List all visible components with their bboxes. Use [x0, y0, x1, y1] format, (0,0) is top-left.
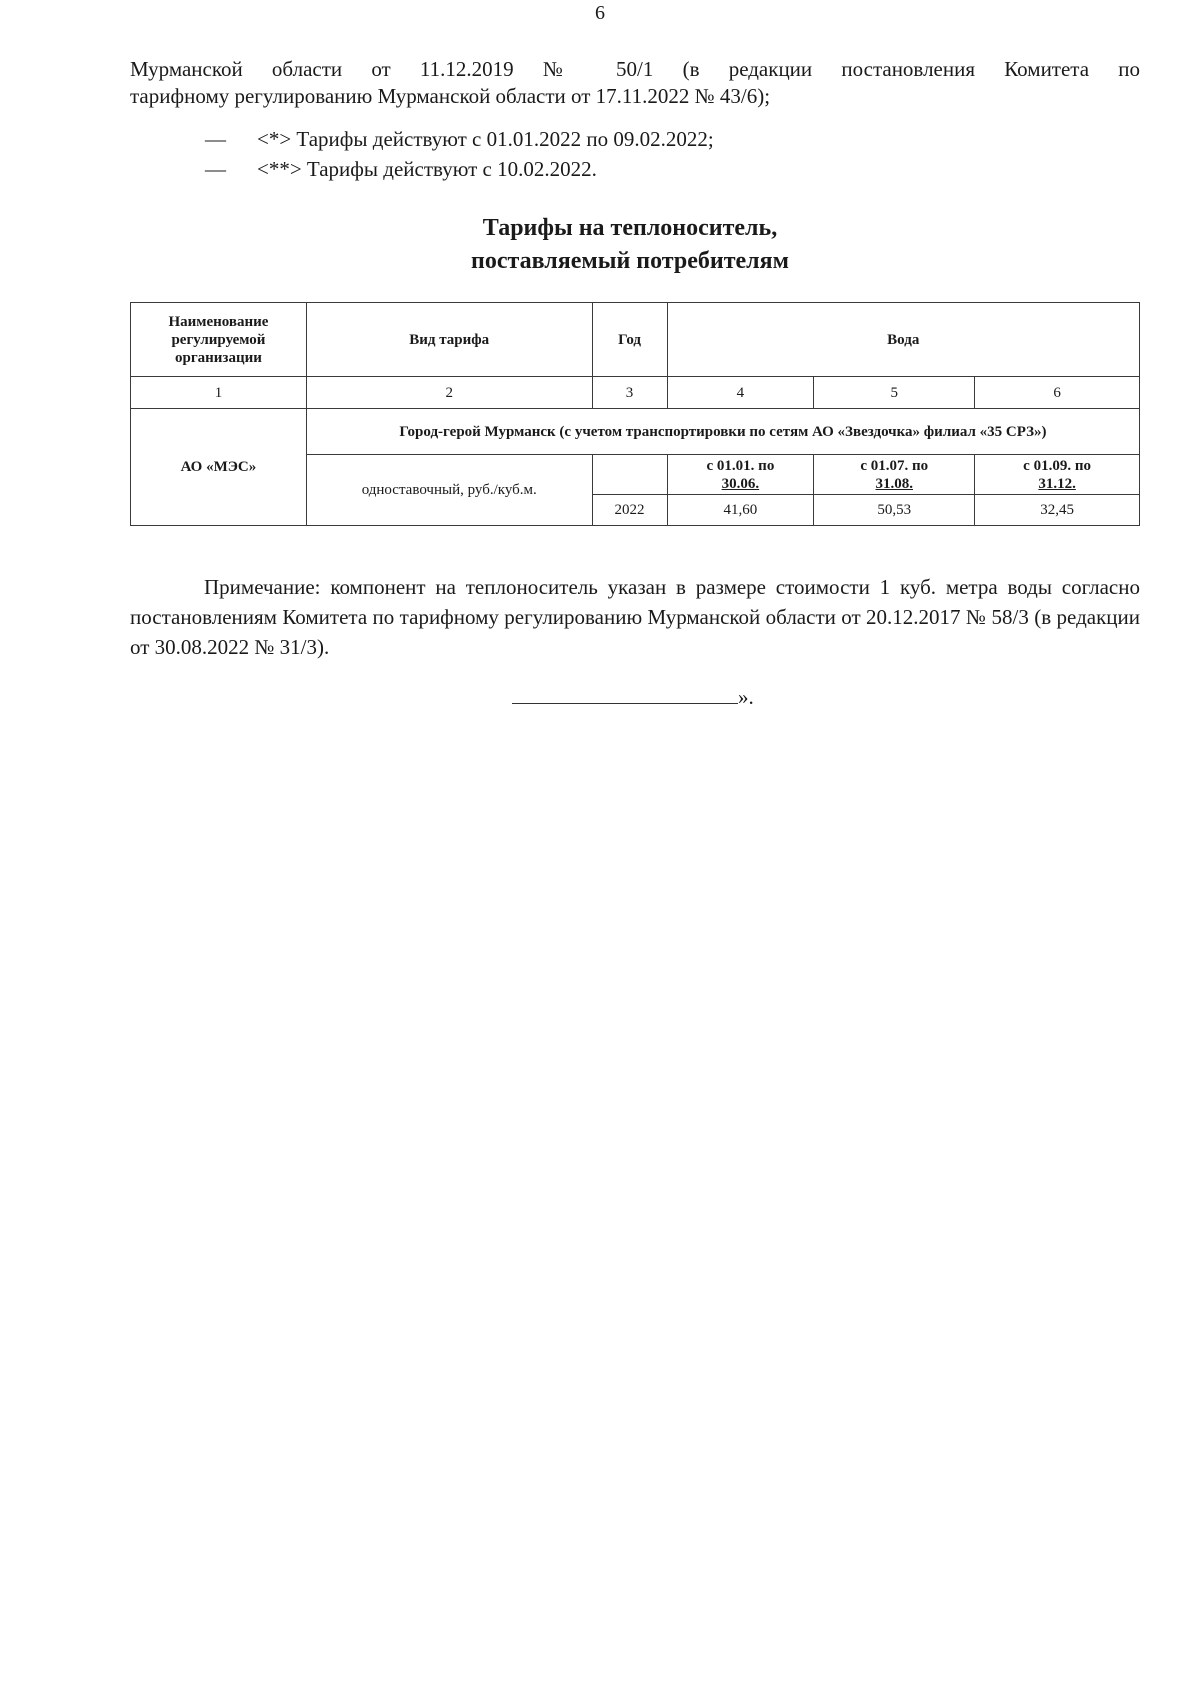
closing-quote: ». — [738, 685, 754, 709]
remark-paragraph — [130, 572, 1140, 662]
city-row — [131, 409, 1140, 455]
header-tariff-type: Вид тарифа — [306, 303, 592, 377]
column-number: 2 — [306, 377, 592, 409]
note-item — [205, 124, 714, 154]
city-cell: Город-герой Мурманск (с учетом транспортировки по сетям АО «Звездочка» филиал «35 СРЗ») — [306, 409, 1139, 455]
empty-year-cell — [592, 455, 667, 495]
tariff-type-cell: одноставочный, руб./куб.м. — [306, 455, 592, 526]
closing-mark — [512, 685, 754, 710]
note-text: <*> Тарифы действуют с 01.01.2022 по 09.02.2022; — [257, 127, 714, 151]
section-title-line-1: Тарифы на теплоноситель, — [482, 215, 778, 241]
value-cell: 50,53 — [814, 495, 975, 526]
tariffs-table — [130, 302, 1140, 526]
note-item — [205, 154, 714, 184]
period-start: с 01.07. по — [860, 457, 929, 474]
period-end: 30.06. — [721, 475, 760, 492]
note-dash: — — [205, 127, 226, 151]
period-end: 31.08. — [875, 475, 913, 492]
intro-line-1: Мурманской области от 11.12.2019 № 50/1 (в редакции постановления Комитета по — [130, 57, 1140, 81]
period-cell — [667, 455, 814, 495]
section-title — [0, 212, 1200, 278]
period-end: 31.12. — [1038, 475, 1076, 492]
note-text: <**> Тарифы действуют с 10.02.2022. — [257, 157, 597, 181]
organization-cell: АО «МЭС» — [131, 409, 307, 526]
intro-line-2: тарифному регулированию Мурманской области от 17.11.2022 № 43/6); — [130, 84, 771, 108]
closing-underline — [512, 685, 738, 704]
column-number: 3 — [592, 377, 667, 409]
page-number: 6 — [595, 2, 605, 24]
intro-paragraph — [130, 56, 1140, 110]
column-number: 5 — [814, 377, 975, 409]
column-number: 6 — [975, 377, 1140, 409]
period-cell — [975, 455, 1140, 495]
header-org: Наименование регулируемой организации — [131, 303, 307, 377]
header-year: Год — [592, 303, 667, 377]
note-dash: — — [205, 157, 226, 181]
period-start: с 01.01. по — [706, 457, 775, 474]
notes-list — [205, 124, 714, 184]
period-cell — [814, 455, 975, 495]
header-water: Вода — [667, 303, 1139, 377]
value-cell: 32,45 — [975, 495, 1140, 526]
column-number: 4 — [667, 377, 814, 409]
column-number-row — [131, 377, 1140, 409]
remark-text: Примечание: компонент на теплоноситель указан в размере стоимости 1 куб. метра воды согласно постановлениям Комитета по тарифному регулированию Мурманской области от 20.12.2017 № 58/3 (в редакции от 30.08.2022 № 31/3). — [130, 575, 1140, 659]
period-start: с 01.09. по — [1023, 457, 1091, 474]
year-cell: 2022 — [592, 495, 667, 526]
table-header-row — [131, 303, 1140, 377]
section-title-line-2: поставляемый потребителям — [471, 248, 789, 274]
value-cell: 41,60 — [667, 495, 814, 526]
column-number: 1 — [131, 377, 307, 409]
